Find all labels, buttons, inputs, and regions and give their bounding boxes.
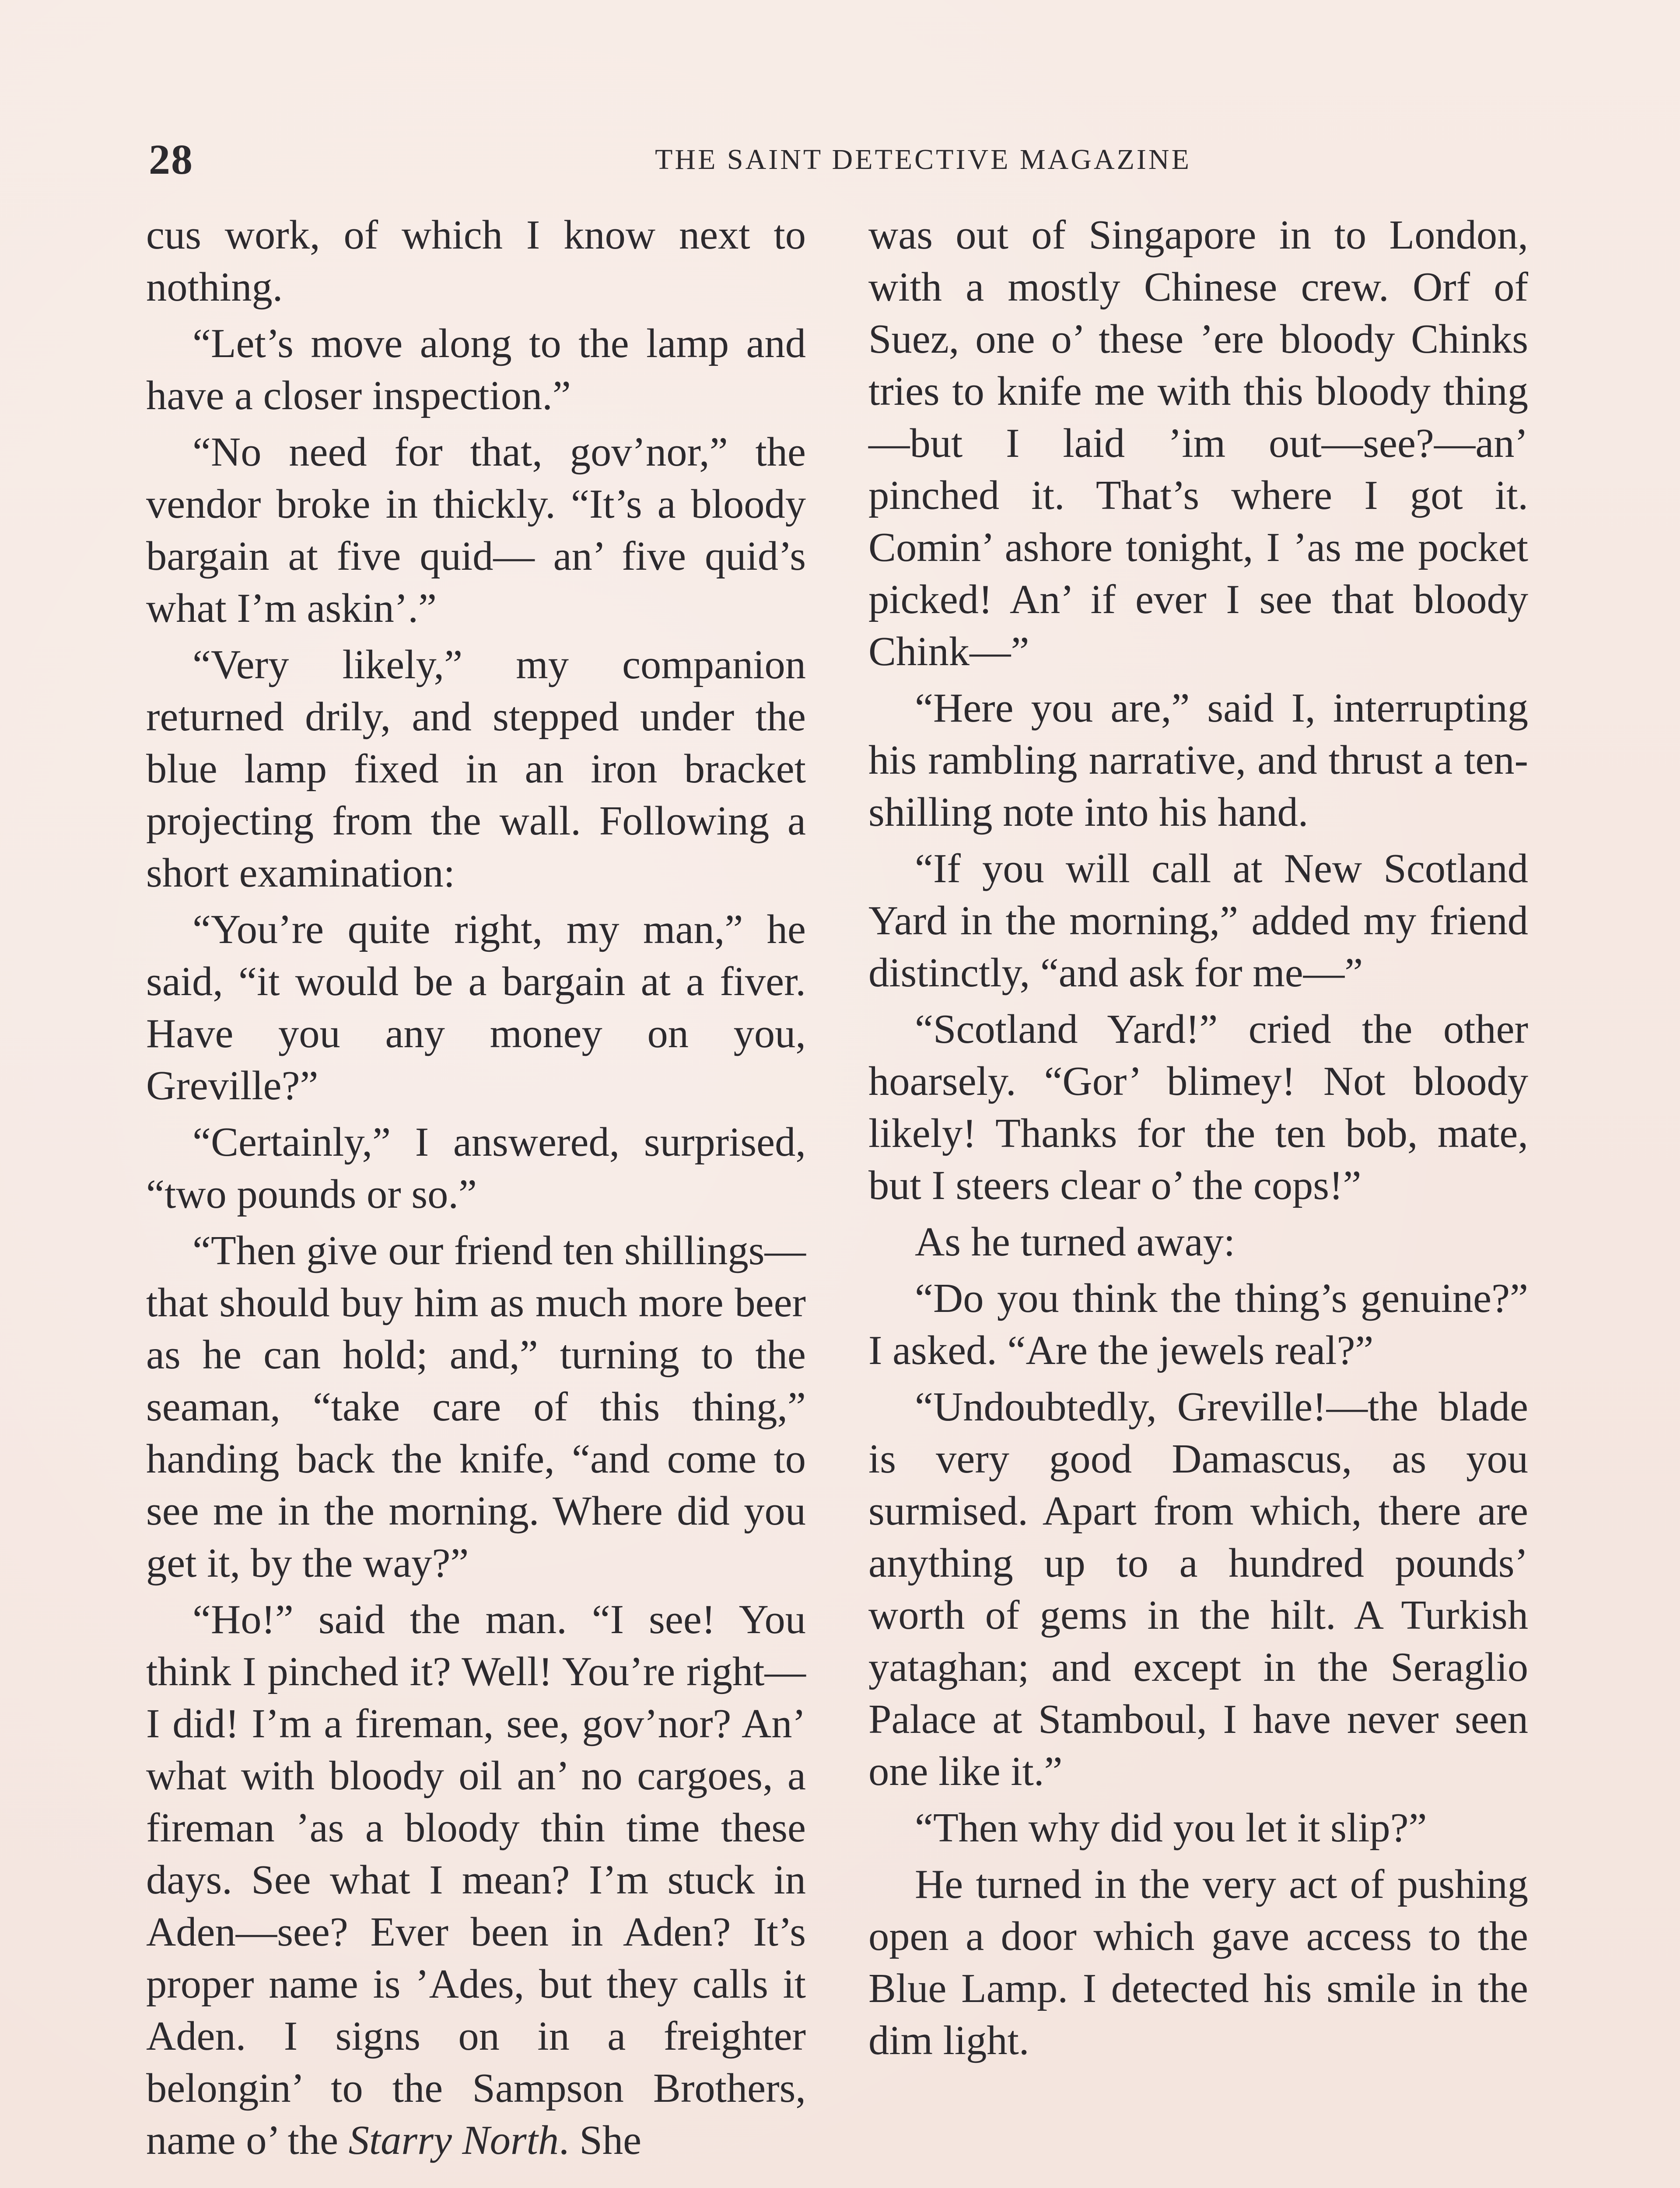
paragraph: “Do you think the thing’s genuine?” I asked. “Are the jewels real?”: [868, 1276, 1528, 1373]
paragraph: As he turned away:: [915, 1219, 1236, 1265]
right-column: [868, 209, 1528, 2067]
paragraph: “Then give our friend ten shillings—that should buy him as much more beer as he can hold; and,” turning to the seaman, “take care of this thing,” handing back the knife, “and come to see me in the morning. Where did you get it, by the way?”: [146, 1228, 806, 1586]
paragraph: “Here you are,” said I, interrupting his rambling narrative, and thrust a ten-shilling note into his hand.: [868, 685, 1528, 835]
paragraph: “Certainly,” I answered, surprised, “two pounds or so.”: [146, 1119, 806, 1217]
page-number: 28: [149, 136, 193, 183]
ship-name: Starry North: [348, 2118, 559, 2163]
paragraph: “If you will call at New Scotland Yard in the morning,” added my friend distinctly, “and ask for me—”: [868, 846, 1528, 996]
paragraph: He turned in the very act of pushing open a door which gave access to the Blue Lamp. I detected his smile in the dim light.: [868, 1862, 1528, 2063]
paragraph: cus work, of which I know next to nothing.: [146, 212, 806, 310]
left-column: [146, 209, 806, 2167]
paragraph: “Very likely,” my companion returned drily, and stepped under the blue lamp fixed in an iron bracket projecting from the wall. Following a short examination:: [146, 642, 806, 896]
paragraph: was out of Singapore in to London, with a mostly Chinese crew. Orf of Suez, one o’ these ’ere bloody Chinks tries to knife me with this bloody thing—but I laid ’im out—see?—an’ pinched it. That’s where I got it. Comin’ ashore tonight, I ’as me pocket picked! An’ if ever I see that bloody Chink—”: [868, 212, 1528, 674]
paragraph: “Let’s move along to the lamp and have a closer inspection.”: [146, 321, 806, 418]
paragraph: [146, 1594, 806, 2167]
running-head: THE SAINT DETECTIVE MAGAZINE: [655, 144, 1191, 175]
paragraph: “Undoubtedly, Greville!—the blade is very good Damascus, as you surmised. Apart from which, there are anything up to a hundred pounds’ worth of gems in the hilt. A Turkish yataghan; and except in the Seraglio Palace at Stamboul, I have never seen one like it.”: [868, 1384, 1528, 1794]
paragraph-text: . She: [559, 2118, 642, 2163]
page-header: [149, 131, 1540, 188]
paragraph: “Then why did you let it slip?”: [915, 1805, 1427, 1851]
paragraph: “You’re quite right, my man,” he said, “it would be a bargain at a fiver. Have you any money on you, Greville?”: [146, 907, 806, 1108]
paragraph: “No need for that, gov’nor,” the vendor broke in thickly. “It’s a bloody bargain at five quid— an’ five quid’s what I’m askin’.”: [146, 429, 806, 631]
paragraph: “Scotland Yard!” cried the other hoarsely. “Gor’ blimey! Not bloody likely! Thanks for the ten bob, mate, but I steers clear o’ the cops!”: [868, 1006, 1528, 1208]
paragraph-text: “Ho!” said the man. “I see! You think I pinched it? Well! You’re right—I did! I’m a fireman, see, gov’nor? An’ what with bloody oil an’ no cargoes, a fireman ’as a bloody thin time these days. See what I mean? I’m stuck in Aden—see? Ever been in Aden? It’s proper name is ’Ades, but they calls it Aden. I signs on in a freighter belongin’ to the Sampson Brothers, name o’ the: [146, 1597, 806, 2163]
